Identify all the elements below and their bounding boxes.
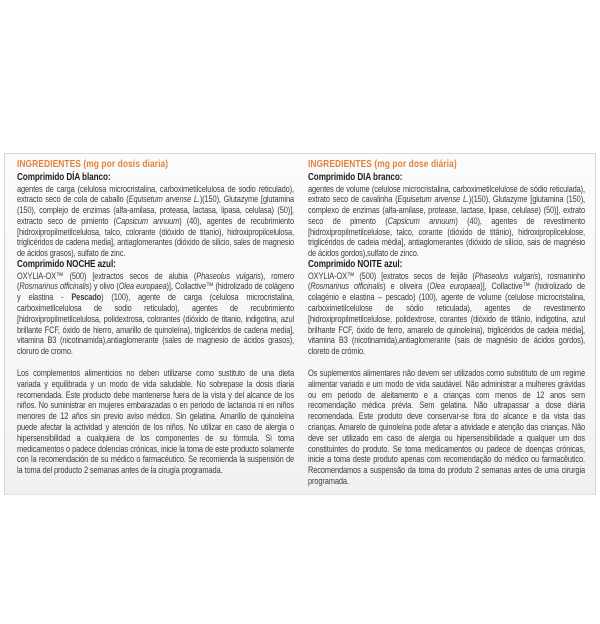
column-portuguese xyxy=(308,158,585,487)
ingredients-header-pt: INGREDIENTES (mg por dose diária) xyxy=(308,158,457,170)
day-tablet-title-es: Comprimido DÍA blanco: xyxy=(17,172,111,183)
night-tablet-title-es: Comprimido NOCHE azul: xyxy=(17,259,116,271)
night-tablet-ingredients-es: OXYLIA-OX™ (500) [extractos secos de alubia (Phaseolus vulgaris), romero (Rosmarinus officinalis) y olivo (Olea europaea)], Collactive™ (hidrolizado de colágeno y elastina - Pescado) (100), agente de carga (celulosa microcristalina, carboximetilcelulosa de sodio reticulado), agentes de recubrimiento [hidroxipropilmetilcelulosa, polidextrosa, colorantes (dióxido de titanio, indigotina, azul brillante FCF, óxido de hierro, amarillo de quinoleína), triglicéridos de cadena media], vitamina B3 (nicotinamida),antiaglomerante (sales de magnesio de ácidos grasos), cloruro de cromo. xyxy=(17,270,294,357)
label-columns xyxy=(17,158,585,487)
ingredients-header-es: INGREDIENTES (mg por dosis diaria) xyxy=(17,158,169,170)
day-tablet-title-pt: Comprimido DIA branco: xyxy=(308,172,403,183)
night-tablet-title-pt: Comprimido NOITE azul: xyxy=(308,259,403,271)
day-tablet-ingredients-pt: agentes de volume (celulose microcristalina, carboximetilcelulose de sódio reticulada), extrato seco de cavalinha (Equisetum arvense L.)(150), Glutazyme [glutamina (150), complexo de enzimas (alfa-amilase, protease, lactase, lipase, celulase) (50)], extrato seco de pimento (Capsicum annuum) (40), agentes de revestimento [hidroxipropilmetilcelulose, talco, corante (dióxido de titânio), hidroxipropilcelulose, triglicéridos de cadeia média], antiaglomerantes (dióxido de silício, sais de magnésio de ácidos gordos),sulfato de zinco. xyxy=(308,183,585,259)
advisory-text-es: Los complementos alimenticios no deben utilizarse como sustituto de una dieta variada y equilibrada y un modo de vida saludable. No sobrepase la dosis diaria recomendada. Este producto debe mantenerse fuera de la vista y del alcance de los niños. No suministrar en mujeres embarazadas o en periodo de lactancia ni en niños menores de 12 años sin previo aviso médico. Sin gelatina. Amarillo de quinoleína puede afectar la actividad y atención de los niños. No utilizar en caso de alergia o hipersensibilidad a cualquiera de los componentes de su fórmula. Si toma medicamentos o padece dolencias crónicas, inicie la toma de este producto solamente con la recomendación de su médico o farmacéutico. Se recomienda la suspensión de la toma del producto 2 semanas antes de la cirugía programada. xyxy=(17,367,294,476)
night-tablet-ingredients-pt: OXYLIA-OX™ (500) [extratos secos de feijão (Phaseolus vulgaris), rosmaninho (Rosmarinus officinalis) e oliveira (Olea europaea)], Collactive™ (hidrolizado de colagénio e elastina – pescado) (100), agente de volume (celulose microcristalina, carboximetilcelulose de sódio reticulada), agentes de revestimento [hidroxipropilmetilcelulose, polidextrose, corantes (dióxido de titânio, indigotina, azul brilhante FCF, óxido de ferro, amarelo de quinoleína), triglicéridos de cadeia média], vitamina B3 (nicotinamida),antiaglomerante (sais de magnésio de ácidos gordos), cloreto de crómio. xyxy=(308,270,585,357)
column-spanish xyxy=(17,158,294,487)
ingredients-label-panel xyxy=(4,153,596,495)
day-tablet-ingredients-es: agentes de carga (celulosa microcristalina, carboximetilcelulosa de sodio reticulado), extracto seco de cola de caballo (Equisetum arvense L.)(150), Glutazyme [glutamina (150), complejo de enzimas (alfa-amilasa, proteasa, lactasa, lipasa, celulasa) (50)], extracto seco de pimiento (Capsicum annuum) (40), agentes de recubrimiento [hidroxipropilmetilcelulosa, talco, colorante (dióxido de titanio), hidroxipropilcelulosa, triglicéridos de cadena media], antiaglomerantes (dióxido de silicio, sales de magnesio de ácidos grasos), sulfato de zinc. xyxy=(17,183,294,259)
advisory-text-pt: Os suplementos alimentares não devem ser utilizados como substituto de um regime alimentar variado e um modo de vida saudável. Não administrar a mulheres grávidas ou em periodo de aleitamento e a crianças com menos de 12 anos sem recomendação médica prévia. Sem gelatina. Não ultrapassar a dose diária recomendada. Este produto deve conservar-se fora do alcance e da vista das crianças. Amarelo de quinoleína pode afetar a atividade e atenção das crianças. Não deve ser utilizado em caso de alergia ou hipersensibilidade a qualquer um dos constituintes do produto. Se toma medicamentos ou padece de doenças crónicas, inicie a toma deste produto apenas com recomendação do médico ou farmacêutico. Recomendamos a suspensão da toma do produto 2 semanas antes de uma cirurgia programada. xyxy=(308,367,585,486)
